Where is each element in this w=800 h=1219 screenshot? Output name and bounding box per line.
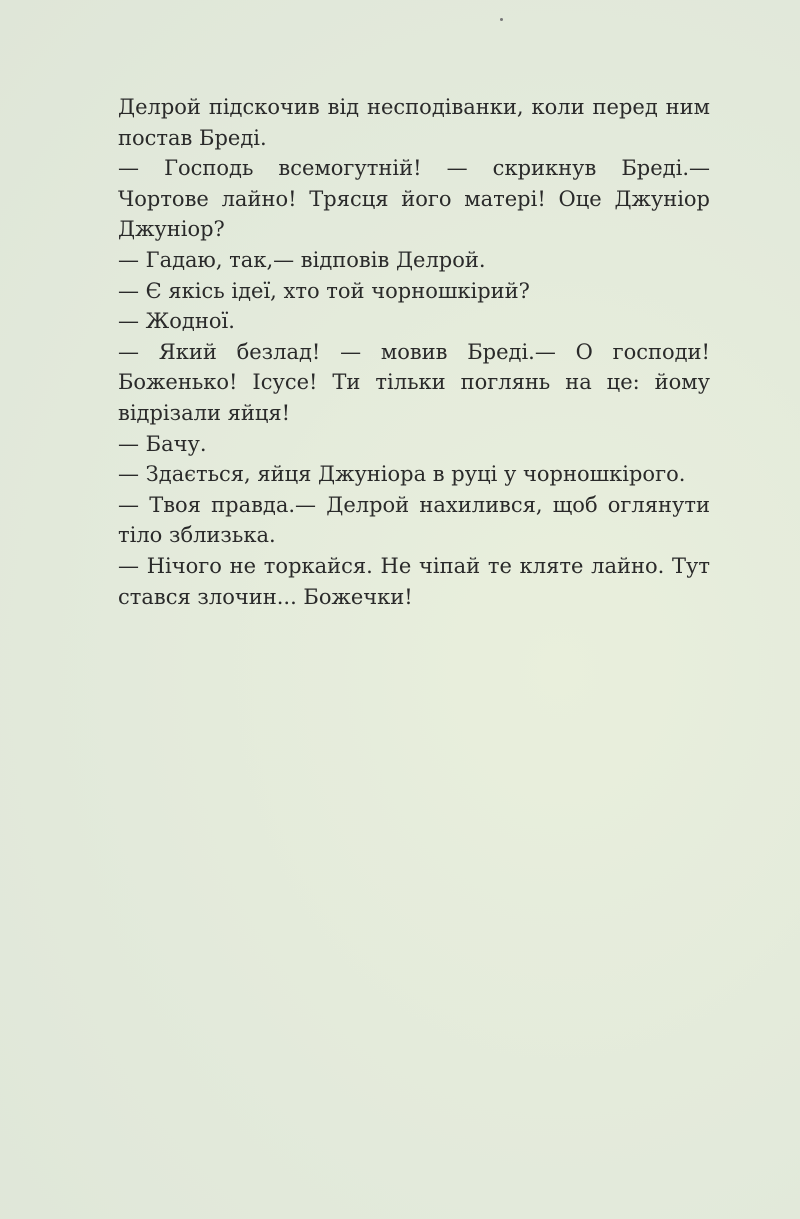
paragraph-10: — Нічого не торкайся. Не чіпай те кляте лайно. Тут стався злочин... Божечки! <box>118 553 710 609</box>
paragraph-9: — Твоя правда.— Делрой нахилився, щоб оглянути тіло зблизька. <box>118 492 710 548</box>
paragraph-7: — Бачу. <box>118 431 207 456</box>
paragraph-1: Делрой підскочив від несподіванки, коли перед ним постав Бреді. <box>118 95 710 150</box>
paragraph-8: — Здається, яйця Джуніора в руці у чорношкірого. <box>118 462 686 487</box>
paragraph-4: — Є якісь ідеї, хто той чорношкірий? <box>118 278 530 303</box>
paragraph-2: — Господь всемогутній! — скрикнув Бреді.— Чортове лайно! Трясця його матері! Оце Джуніор Джуніор? <box>118 156 710 242</box>
paragraph-5: — Жодної. <box>118 309 235 334</box>
page-text <box>118 92 710 612</box>
paragraph-3: — Гадаю, так,— відповів Делрой. <box>118 247 486 272</box>
paragraph-6: — Який безлад! — мовив Бреді.— О господи! Боженько! Ісусе! Ти тільки поглянь на це: йому відрізали яйця! <box>118 339 710 425</box>
print-speck <box>500 18 503 21</box>
